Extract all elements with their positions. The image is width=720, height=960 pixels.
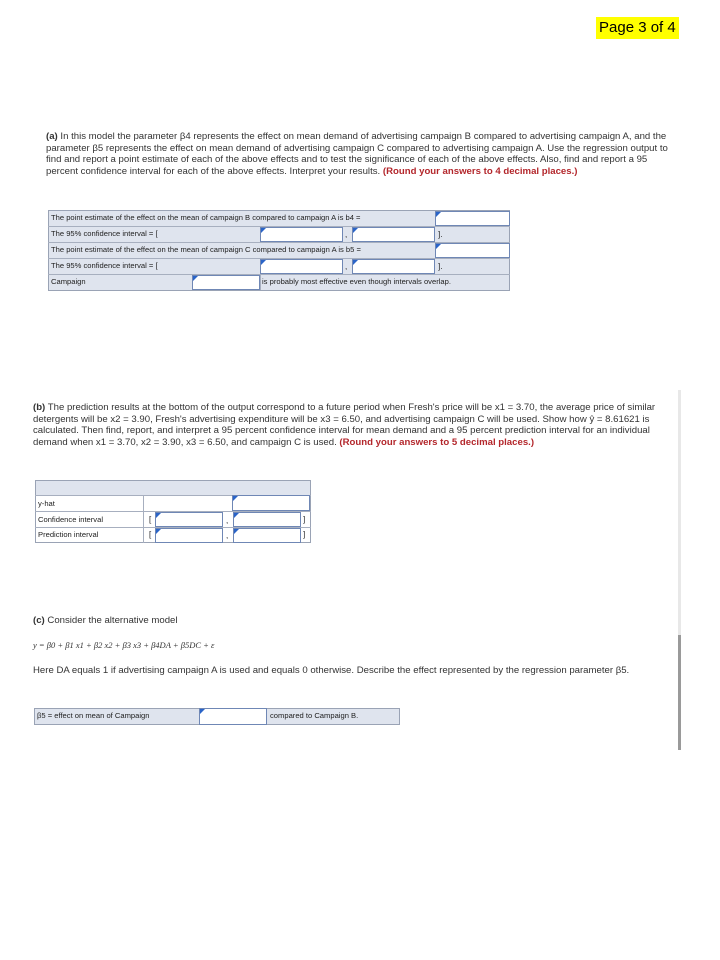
- b5-point-estimate-input[interactable]: [435, 243, 510, 258]
- part-b-text: The prediction results at the bottom of the output correspond to a future period when Fresh's price will be x1 = 3.70, the average price of similar detergents will be x2 = 3.90, Fresh's advertising expenditure will be x3 = 6.50, and advertising campaign C will be used. Show how ŷ = 8.61621 is calculated. Then find, report, and interpret a 95 percent confidence interval for mean demand and a 95 percent prediction interval for an individual demand when x1 = 3.70, x2 = 3.90, x3 = 6.50, and campaign C is used.: [33, 402, 656, 448]
- part-a-instruction: (Round your answers to 4 decimal places.): [382, 165, 578, 177]
- b5-ci-separator: ,: [345, 262, 348, 271]
- prediction-upper-input[interactable]: [233, 528, 301, 543]
- scrollbar-thumb[interactable]: [678, 635, 681, 750]
- campaign-select-input[interactable]: [192, 275, 260, 290]
- prediction-close: ]: [303, 530, 306, 539]
- part-c-intro: [33, 615, 673, 627]
- prediction-open: [: [149, 530, 152, 539]
- beta5-campaign-input[interactable]: [199, 708, 267, 725]
- y-hat-input[interactable]: [232, 495, 310, 511]
- part-b-question: [33, 402, 673, 448]
- b4-ci-separator: ,: [345, 230, 348, 239]
- part-c-label: (c): [33, 615, 45, 626]
- b4-point-estimate-input[interactable]: [435, 211, 510, 226]
- b4-ci-close: ].: [438, 230, 443, 239]
- part-a-label: (a): [46, 131, 58, 142]
- part-a-text: In this model the parameter β4 represents the effect on mean demand of advertising campaign B compared to advertising campaign A, and the parameter β5 represents the effect on mean demand of advertising campaign C compared to advertising campaign A. Use the regression output to find and report a point estimate of each of the above effects and to test the significance of each of the above effects. Also, find and report a 95 percent confidence interval for each of the above effects. Interpret your results.: [46, 131, 668, 177]
- page-number-badge: Page 3 of 4: [596, 17, 679, 39]
- part-c-text: Here DA equals 1 if advertising campaign A is used and equals 0 otherwise. Describe the effect represented by the regression parameter β5.: [33, 665, 630, 676]
- part-a-row5-label: Campaign: [51, 277, 86, 286]
- part-b-row2-label: Confidence interval: [38, 515, 104, 524]
- part-c-row-label: β5 = effect on mean of Campaign: [37, 711, 150, 720]
- part-b-label: (b): [33, 402, 46, 413]
- part-c-row-suffix: compared to Campaign B.: [270, 711, 359, 720]
- part-a-row4-label: The 95% confidence interval = [: [51, 261, 158, 270]
- b4-ci-upper-input[interactable]: [352, 227, 435, 242]
- scrollbar[interactable]: [678, 390, 681, 750]
- part-a-row3-label: The point estimate of the effect on the mean of campaign C compared to campaign A is b5 =: [51, 245, 361, 254]
- alternative-model-formula: y = β0 + β1 x1 + β2 x2 + β3 x3 + β4DA + β5DC + ε: [33, 640, 215, 650]
- b5-ci-close: ].: [438, 262, 443, 271]
- confidence-open: [: [149, 515, 152, 524]
- part-a-row5-suffix: is probably most effective even though intervals overlap.: [262, 277, 451, 286]
- b5-ci-upper-input[interactable]: [352, 259, 435, 274]
- confidence-separator: ,: [226, 516, 229, 525]
- confidence-lower-input[interactable]: [155, 512, 223, 527]
- part-b-row3-label: Prediction interval: [38, 530, 99, 539]
- confidence-upper-input[interactable]: [233, 512, 301, 527]
- confidence-close: ]: [303, 515, 306, 524]
- part-a-question: [46, 131, 678, 177]
- part-a-row1-label: The point estimate of the effect on the mean of campaign B compared to campaign A is b4 =: [51, 213, 361, 222]
- b4-ci-lower-input[interactable]: [260, 227, 343, 242]
- part-b-row1-label: y-hat: [38, 499, 55, 508]
- prediction-lower-input[interactable]: [155, 528, 223, 543]
- part-c-intro-text: Consider the alternative model: [47, 615, 178, 626]
- part-b-instruction: (Round your answers to 5 decimal places.): [339, 436, 535, 448]
- part-a-row2-label: The 95% confidence interval = [: [51, 229, 158, 238]
- b5-ci-lower-input[interactable]: [260, 259, 343, 274]
- prediction-separator: ,: [226, 531, 229, 540]
